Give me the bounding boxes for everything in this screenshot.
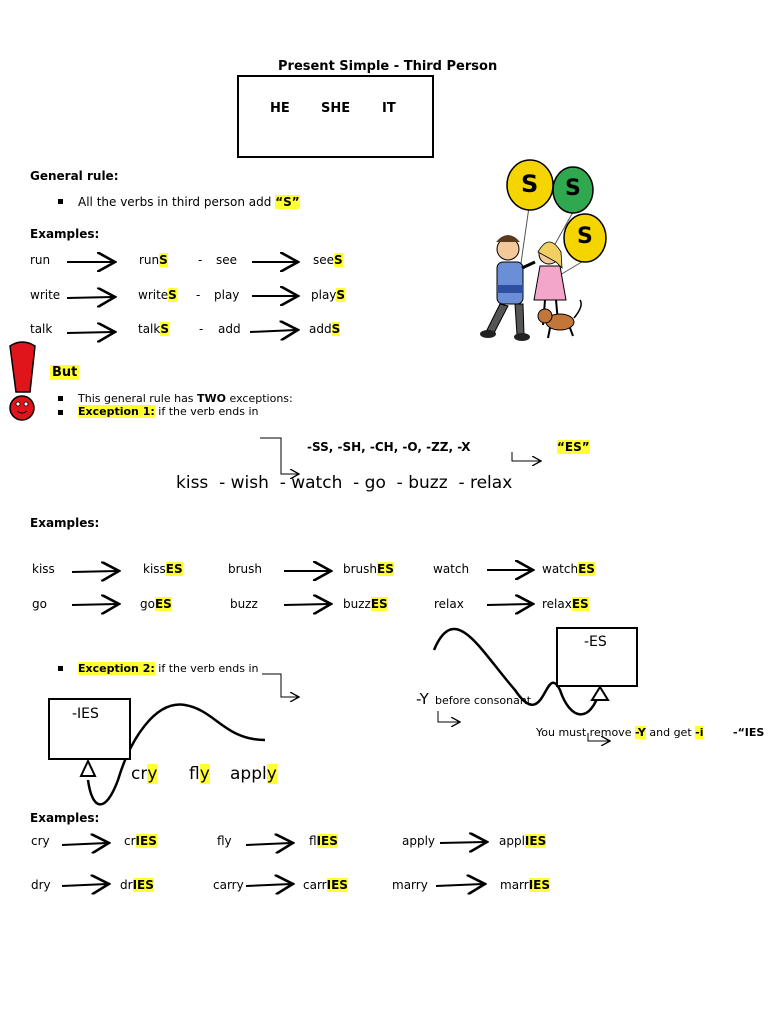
arrow-icon xyxy=(72,571,117,572)
example-suffix: S xyxy=(336,288,346,302)
triangle-pointer xyxy=(81,761,95,776)
ies-word xyxy=(131,764,157,784)
page-title: Present Simple - Third Person xyxy=(278,59,498,74)
example-stem: play xyxy=(311,288,337,302)
balloon-letter: S xyxy=(577,224,593,249)
example-result xyxy=(500,878,550,892)
example-stem: watch xyxy=(542,562,579,576)
exception-2-text: if the verb ends in xyxy=(154,662,259,675)
example-stem: kiss xyxy=(143,562,166,576)
es-box xyxy=(556,627,638,687)
bullet-icon xyxy=(58,410,63,415)
before-consonant: before consonant xyxy=(435,694,532,707)
exception-1-endings: -SS, -SH, -CH, -O, -ZZ, -X xyxy=(307,440,471,454)
arrow-icon xyxy=(436,884,483,886)
example-suffix: ES xyxy=(370,597,388,611)
example-suffix: ES xyxy=(165,562,183,576)
arrow-icon xyxy=(67,297,113,298)
arrow-icon xyxy=(67,332,113,333)
example-result xyxy=(143,562,183,576)
example-result xyxy=(120,878,154,892)
exceptions-intro xyxy=(78,392,293,405)
ies-box-label: -IES xyxy=(72,706,99,722)
example-suffix: S xyxy=(331,322,341,336)
y-ending: -Y xyxy=(416,690,429,708)
arrow-icon xyxy=(284,604,329,605)
example-stem: go xyxy=(140,597,155,611)
examples-heading: Examples: xyxy=(30,811,100,825)
dash: - xyxy=(198,253,203,267)
arrow-icon xyxy=(246,843,291,845)
example-base: talk xyxy=(30,322,53,336)
example-result xyxy=(542,562,595,576)
dash: - xyxy=(196,288,201,302)
example-stem: dr xyxy=(120,878,133,892)
arrow-icon xyxy=(72,604,117,605)
general-rule-heading: General rule: xyxy=(30,169,119,183)
exception-1-line xyxy=(78,405,259,418)
example-stem: marr xyxy=(500,878,529,892)
example-base: watch xyxy=(433,562,470,576)
example-base: add xyxy=(218,322,241,336)
example-base: apply xyxy=(402,834,436,848)
exception-1-text: if the verb ends in xyxy=(154,405,259,418)
ies-tail: -“IES xyxy=(733,726,765,739)
exception-1-words: kiss - wish - watch - go - buzz - relax xyxy=(176,473,513,493)
pronoun-it: IT xyxy=(382,101,396,116)
example-stem: write xyxy=(138,288,169,302)
exception-1-label: Exception 1: xyxy=(78,405,155,418)
bullet-icon xyxy=(58,666,63,671)
ies-word-y: y xyxy=(266,764,277,784)
example-suffix: IES xyxy=(524,834,547,848)
example-stem: brush xyxy=(343,562,378,576)
arrow-icon xyxy=(250,330,296,332)
example-base: run xyxy=(30,253,51,267)
examples-heading: Examples: xyxy=(30,516,100,530)
balloon-letter: S xyxy=(565,176,581,201)
example-base: kiss xyxy=(32,562,55,576)
es-box-label: -ES xyxy=(584,634,607,650)
exception-2-line xyxy=(78,662,259,675)
ies-word xyxy=(189,764,210,784)
example-stem: fl xyxy=(309,834,317,848)
example-stem: relax xyxy=(542,597,572,611)
general-rule-text-main: All the verbs in third person add xyxy=(78,195,276,209)
example-stem: cr xyxy=(124,834,136,848)
example-suffix: IES xyxy=(316,834,338,848)
triangle-pointer xyxy=(592,687,608,700)
exclamation-icon xyxy=(10,342,35,420)
remove-text: You must remove xyxy=(536,726,635,739)
remove-y: -Y xyxy=(634,726,646,739)
example-base: play xyxy=(214,288,240,302)
balloon-letter: S xyxy=(521,170,539,198)
example-suffix: S xyxy=(334,253,343,267)
example-suffix: S xyxy=(168,288,177,302)
example-suffix: IES xyxy=(326,878,348,892)
but-label: But xyxy=(52,365,78,380)
example-suffix: IES xyxy=(135,834,157,848)
examples-heading: Examples: xyxy=(30,227,100,241)
example-suffix: ES xyxy=(377,562,394,576)
arrow-icon xyxy=(62,884,107,886)
example-base: dry xyxy=(31,878,51,892)
example-result xyxy=(343,562,394,576)
example-base: marry xyxy=(392,878,428,892)
example-suffix: ES xyxy=(154,597,172,611)
example-result xyxy=(140,597,172,611)
example-result xyxy=(124,834,157,848)
pronoun-she: SHE xyxy=(321,101,351,116)
and-get-text: and get xyxy=(645,726,696,739)
example-result xyxy=(309,834,338,848)
general-rule-add: “S” xyxy=(275,195,300,209)
ies-word-stem: appl xyxy=(230,764,267,784)
get-i: -i xyxy=(695,726,704,739)
ies-word xyxy=(230,764,277,784)
example-result xyxy=(303,878,348,892)
example-suffix: IES xyxy=(528,878,551,892)
exception-1-result: “ES” xyxy=(557,440,590,454)
example-stem: run xyxy=(139,253,160,267)
arrow-icon xyxy=(487,604,531,605)
example-result xyxy=(343,597,388,611)
example-suffix: ES xyxy=(578,562,595,576)
example-base: relax xyxy=(434,597,464,611)
exceptions-intro-text: This general rule has xyxy=(78,392,198,405)
example-result xyxy=(499,834,546,848)
ies-word-y: y xyxy=(199,764,210,784)
example-suffix: S xyxy=(159,253,168,267)
example-base: brush xyxy=(228,562,263,576)
pronoun-he: HE xyxy=(270,101,290,116)
example-stem: carr xyxy=(303,878,327,892)
example-stem: buzz xyxy=(343,597,371,611)
example-suffix: IES xyxy=(132,878,154,892)
ies-word-y: y xyxy=(147,764,158,784)
example-stem: talk xyxy=(138,322,161,336)
example-base: write xyxy=(30,288,61,302)
balloon-illustration xyxy=(480,160,606,341)
example-result xyxy=(542,597,589,611)
ies-box xyxy=(48,698,131,760)
arrow-icon xyxy=(440,842,485,843)
example-base: cry xyxy=(31,834,50,848)
remove-y-rule xyxy=(536,726,703,739)
dash: - xyxy=(199,322,204,336)
example-base: fly xyxy=(217,834,232,848)
example-base: see xyxy=(216,253,238,267)
example-base: buzz xyxy=(230,597,258,611)
exceptions-count: TWO xyxy=(197,392,227,405)
arrow-icon xyxy=(246,884,291,886)
example-base: go xyxy=(32,597,47,611)
example-stem: see xyxy=(313,253,335,267)
exception-2-label: Exception 2: xyxy=(78,662,155,675)
example-stem: appl xyxy=(499,834,525,848)
example-stem: add xyxy=(309,322,332,336)
arrow-icon xyxy=(62,843,107,845)
example-base: carry xyxy=(213,878,244,892)
bullet-icon xyxy=(58,396,63,401)
ies-word-stem: cr xyxy=(131,764,148,784)
example-suffix: S xyxy=(160,322,169,336)
exceptions-intro-tail: exceptions: xyxy=(226,392,293,405)
ies-word-stem: fl xyxy=(189,764,200,784)
example-suffix: ES xyxy=(571,597,589,611)
